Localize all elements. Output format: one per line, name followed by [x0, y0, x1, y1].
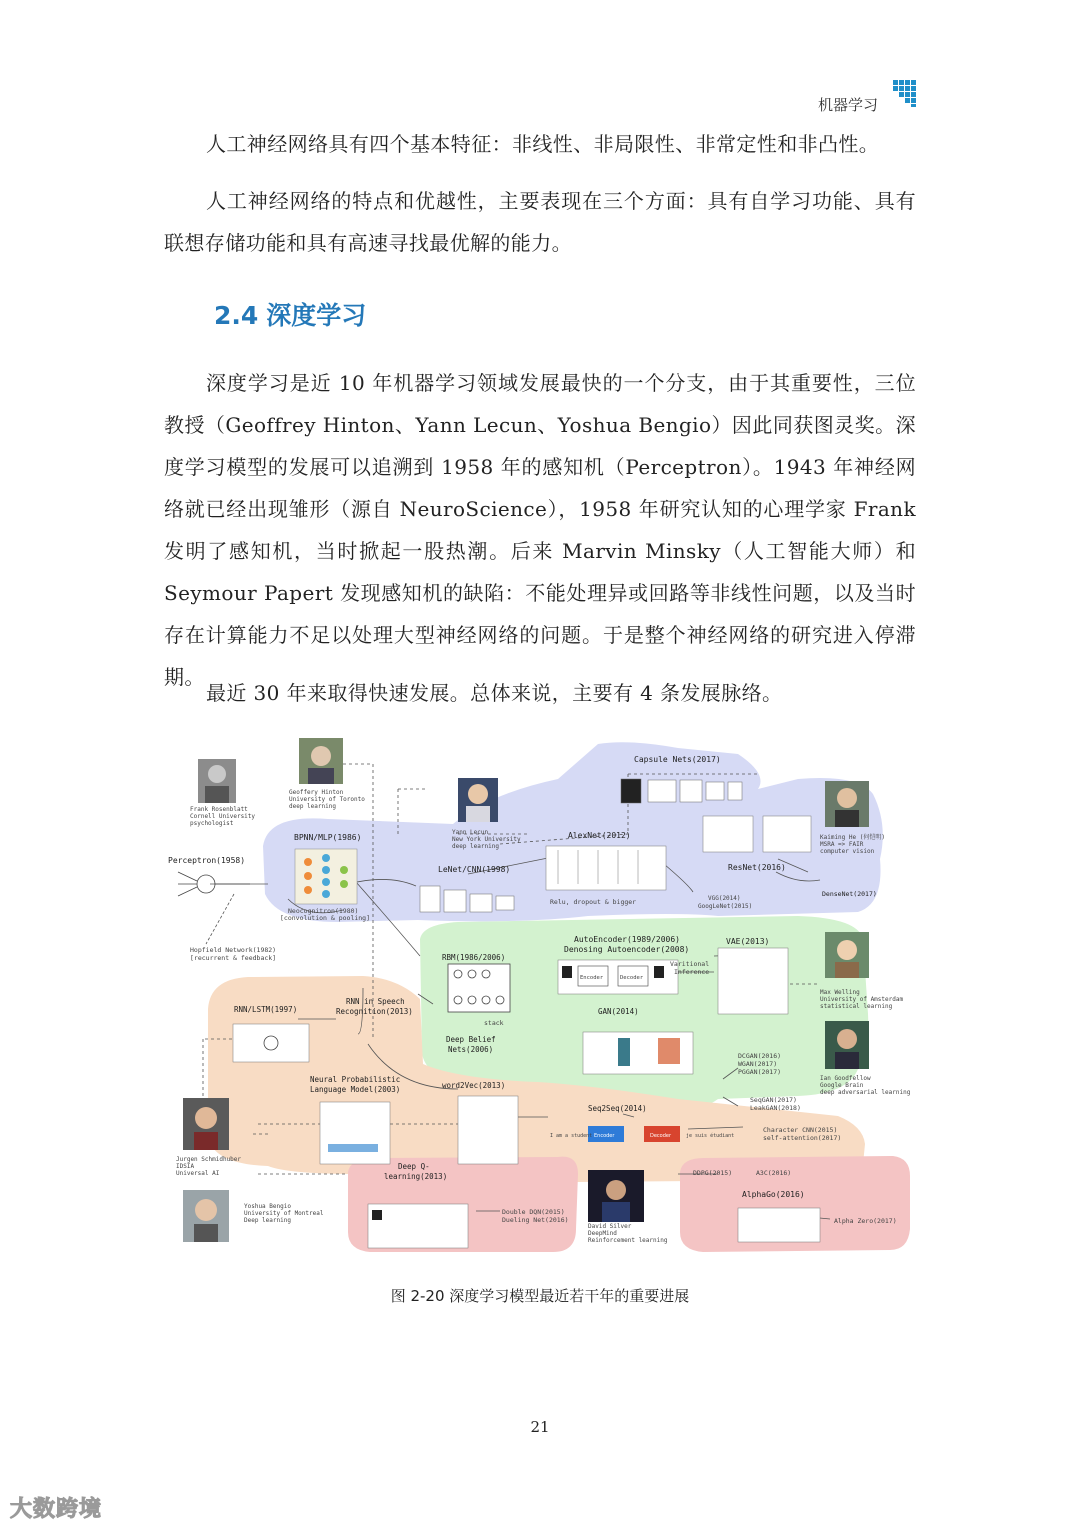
node-gan: GAN(2014): [598, 1007, 639, 1016]
person-frank-org: Cornell University: [190, 813, 256, 820]
person-welling-field: statistical learning: [820, 1003, 893, 1010]
node-autoencoder: AutoEncoder(1989/2006): [574, 935, 680, 944]
node-vgg: VGG(2014): [708, 895, 741, 902]
person-silver-org: DeepMind: [588, 1230, 617, 1237]
paragraph-recent-progress: 最近 30 年来取得快速发展。总体来说，主要有 4 条发展脉络。: [206, 681, 783, 705]
node-double-dqn: Double DQN(2015): [502, 1208, 565, 1216]
person-bengio-name: Yoshua Bengio: [244, 1203, 291, 1210]
node-hopfield: Hopfield Network(1982): [190, 946, 277, 954]
person-goodfellow-org: Google Brain: [820, 1082, 864, 1089]
node-alpha-zero: Alpha Zero(2017): [834, 1217, 897, 1225]
node-relu: Relu, dropout & bigger: [550, 898, 637, 906]
person-welling-org: University of Amsterdam: [820, 996, 904, 1003]
node-inference: Inference: [674, 968, 710, 976]
node-alphago: AlphaGo(2016): [742, 1190, 805, 1199]
person-frank-field: psychologist: [190, 820, 234, 827]
portrait-welling: [825, 932, 869, 978]
node-lenet: LeNet/CNN(1998): [438, 865, 511, 874]
person-hinton-org: University of Toronto: [289, 796, 365, 803]
node-s2s-input: I am a student: [550, 1133, 593, 1139]
capsule-diagram: [621, 779, 742, 803]
node-nplm-year: Language Model(2003): [310, 1085, 401, 1094]
person-kaiming-org: MSRA => FAIR: [820, 841, 864, 848]
node-rnn-speech-year: Recognition(2013): [336, 1007, 413, 1016]
node-rnn: RNN/LSTM(1997): [234, 1005, 298, 1014]
alexnet-diagram: [546, 846, 666, 890]
node-vae: VAE(2013): [726, 937, 770, 946]
node-dcgan: DCGAN(2016): [738, 1052, 782, 1060]
person-kaiming-field: computer vision: [820, 848, 875, 855]
person-kaiming-name: Kaiming He (何恺明): [820, 834, 885, 841]
person-frank-name: Frank Rosenblatt: [190, 806, 248, 813]
node-pggan: PGGAN(2017): [738, 1068, 782, 1076]
node-self-attention: self-attention(2017): [763, 1134, 842, 1142]
node-ae-decoder: Decoder: [620, 975, 644, 981]
person-hinton-name: Geoffery Hinton: [289, 789, 344, 796]
node-leakgan: LeakGAN(2018): [750, 1104, 801, 1112]
person-schmidhuber-field: Universal AI: [176, 1170, 220, 1177]
pixel-grid-logo-icon: [893, 80, 917, 108]
person-schmidhuber-name: Jurgen Schmidhuber: [176, 1156, 242, 1163]
person-lecun-field: deep learning: [452, 843, 499, 850]
node-dbn: Deep Belief: [446, 1035, 496, 1044]
node-s2s-decoder: Decoder: [650, 1133, 672, 1139]
node-dueling-net: Dueling Net(2016): [502, 1216, 569, 1224]
node-word2vec: word2Vec(2013): [442, 1081, 506, 1090]
node-a3c: A3C(2016): [756, 1169, 792, 1177]
section-heading: [214, 296, 366, 332]
paragraph-deep-learning-history: 深度学习是近 10 年机器学习领域发展最快的一个分支，由于其重要性，三位教授（Geoffrey Hinton、Yann Lecun、Yoshua Bengio）因此同获图灵奖。深度学习模型的发展可以追溯到 1958 年的感知机（Perceptron）。1943 年神经网络就已经出现雏形（源自 NeuroScience），1958 年研究认知的心理学家 Frank 发明了感知机，当时掀起一股热潮。后来 Marvin Minsky（人工智能大师）和 Seymour Papert 发现感知机的缺陷：不能处理异或回路等非线性问题，以及当时存在计算能力不足以处理大型神经网络的问题。于是整个神经网络的研究进入停滞期。: [164, 371, 916, 689]
node-s2s-output: je suis étudiant: [686, 1133, 735, 1139]
node-perceptron: Perceptron(1958): [168, 856, 246, 865]
portrait-hinton: [299, 738, 343, 784]
portrait-silver: [588, 1170, 644, 1222]
node-seq2seq: Seq2Seq(2014): [588, 1104, 647, 1113]
bpnn-diagram: [295, 849, 357, 904]
person-lecun-name: Yann Lecun: [452, 829, 489, 836]
vae-diagram: [718, 948, 788, 1014]
person-goodfellow-name: Ian Goodfellow: [820, 1075, 871, 1082]
section-number: 2.4: [214, 301, 259, 330]
node-resnet: ResNet(2016): [728, 863, 786, 872]
node-googlenet: GoogLeNet(2015): [698, 903, 753, 910]
portrait-frank: [198, 759, 236, 803]
node-ddpg: DDPG(2015): [693, 1169, 733, 1177]
person-bengio-field: Deep learning: [244, 1217, 291, 1224]
node-wgan: WGAN(2017): [738, 1060, 778, 1068]
node-variational: Varitional: [670, 960, 710, 968]
node-dbn-year: Nets(2006): [448, 1045, 494, 1054]
node-rnn-speech: RNN in Speech: [346, 997, 405, 1006]
nplm-diagram: [320, 1102, 390, 1164]
node-densenet: DenseNet(2017): [822, 890, 877, 898]
node-stack: stack: [484, 1019, 504, 1027]
gan-diagram: [583, 1032, 693, 1074]
node-seqgan: SeqGAN(2017): [750, 1096, 797, 1104]
running-header-title: 机器学习: [818, 96, 879, 114]
autoencoder-diagram: [558, 960, 678, 994]
person-hinton-field: deep learning: [289, 803, 336, 810]
node-hopfield-sub: [recurrent & feedback]: [190, 954, 277, 962]
portrait-bengio: [183, 1190, 229, 1242]
node-alexnet: AlexNet(2012): [568, 831, 631, 840]
node-s2s-encoder: Encoder: [594, 1133, 615, 1139]
node-ae-encoder: Encoder: [580, 975, 604, 981]
node-dql-year: learning(2013): [384, 1172, 448, 1181]
person-schmidhuber-org: IDSIA: [176, 1163, 195, 1170]
person-bengio-org: University of Montreal: [244, 1210, 324, 1217]
node-neocognitron-sub: [convolution & pooling]: [280, 914, 371, 922]
paragraph-advantages: 人工神经网络的特点和优越性，主要表现在三个方面：具有自学习功能、具有联想存储功能和具有高速寻找最优解的能力。: [164, 189, 916, 255]
rnn-diagram: [233, 1024, 309, 1062]
portrait-lecun: [458, 778, 498, 822]
dqn-diagram: [368, 1204, 468, 1248]
node-neocognitron: Neocognitron(1980): [288, 907, 359, 915]
person-welling-name: Max Welling: [820, 989, 860, 996]
node-denoising-ae: Denosing Autoencoder(2008): [564, 945, 690, 954]
node-rbm: RBM(1986/2006): [442, 953, 506, 962]
node-bpnn: BPNN/MLP(1986): [294, 833, 362, 842]
page-number: 21: [530, 1418, 550, 1436]
person-silver-field: Reinforcement learning: [588, 1237, 668, 1244]
person-goodfellow-field: deep adversarial learning: [820, 1089, 911, 1096]
deep-learning-timeline-figure: [158, 734, 924, 1258]
person-lecun-org: New York University: [452, 836, 521, 843]
word2vec-diagram: [458, 1096, 518, 1164]
node-nplm: Neural Probabilistic: [310, 1075, 401, 1084]
node-dql: Deep Q-: [398, 1162, 430, 1171]
rbm-diagram: [448, 964, 510, 1012]
watermark: 大数跨境: [10, 1497, 103, 1522]
alphago-diagram: [738, 1208, 820, 1242]
figure-caption: 图 2-20 深度学习模型最近若干年的重要进展: [390, 1287, 690, 1305]
node-capsule: Capsule Nets(2017): [634, 755, 721, 764]
portrait-kaiming: [825, 781, 869, 827]
portrait-schmidhuber: [183, 1098, 229, 1150]
node-charcnn: Character CNN(2015): [763, 1126, 838, 1134]
person-silver-name: David Silver: [588, 1223, 632, 1230]
paragraph-features: 人工神经网络具有四个基本特征：非线性、非局限性、非常定性和非凸性。: [206, 132, 880, 156]
portrait-goodfellow: [825, 1021, 869, 1069]
section-title: 深度学习: [266, 301, 367, 330]
